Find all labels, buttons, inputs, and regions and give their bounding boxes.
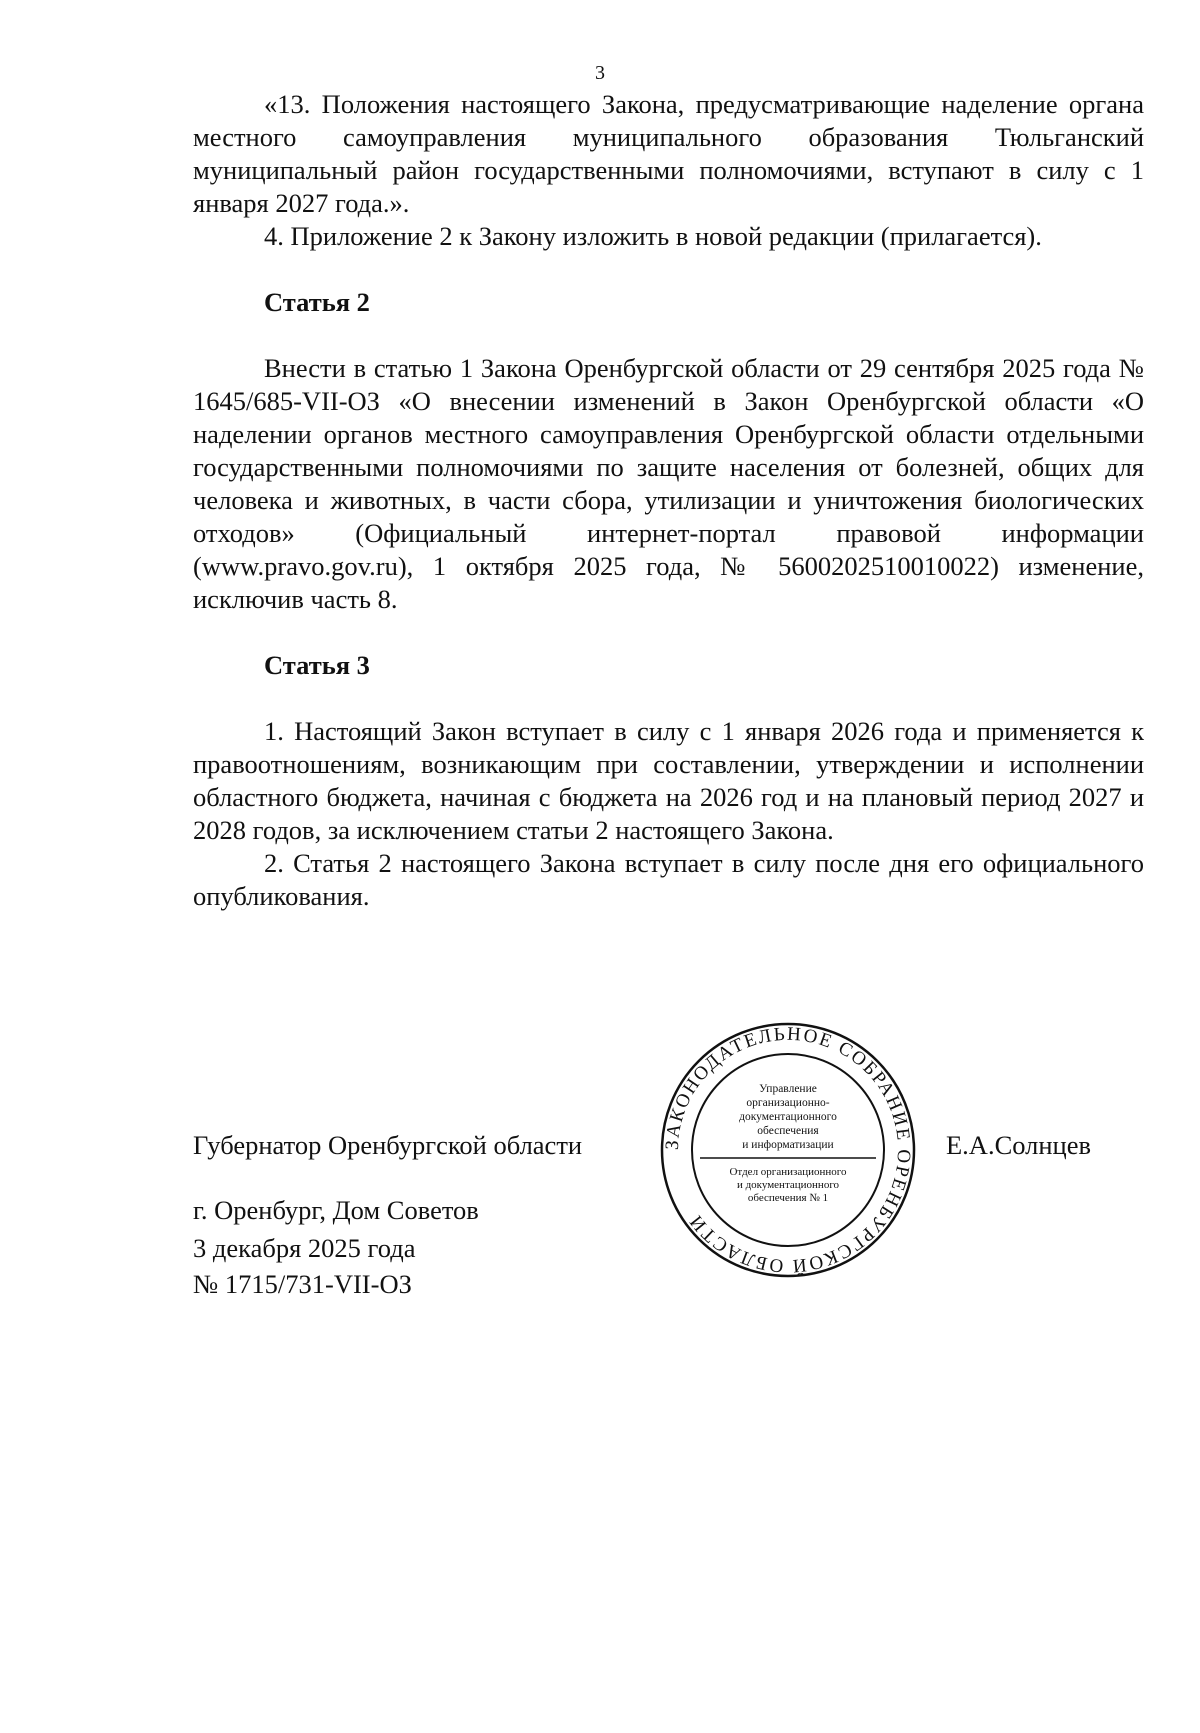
stamp-line: обеспечения (757, 1125, 819, 1137)
article-2-text: Внести в статью 1 Закона Оренбургской области от 29 сентября 2025 года № 1645/685-VII-ОЗ «О внесении изменений в Закон Оренбургской области «О наделении органов местного самоуправления Оренбургской области отдельными государственными полномочиями по защите населения от болезней, общих для человека и животных, в части сбора, утилизации и уничтожения биологических отходов» (Официальный интернет-портал правовой информации (www.pravo.gov.ru), 1 октября 2025 года, № 5600202510010022) изменение, исключив часть 8. (193, 353, 1144, 614)
paragraph-13: «13. Положения настоящего Закона, предусматривающие наделение органа местного самоуправления муниципального образования Тюльганский муниципальный район государственными полномочиями, вступают в силу с 1 января 2027 года.». (193, 89, 1144, 218)
article-3-paragraph-1: 1. Настоящий Закон вступает в силу с 1 января 2026 года и применяется к правоотношениям, возникающим при составлении, утверждении и исполнении областного бюджета, начиная с бюджета на 2026 год и на плановый период 2027 и 2028 годов, за исключением статьи 2 настоящего Закона. (193, 716, 1144, 845)
stamp-line: организационно- (746, 1097, 830, 1109)
stamp-line: и информатизации (742, 1139, 834, 1151)
signing-place: г. Оренбург, Дом Советов (193, 1195, 479, 1225)
document-body (193, 88, 1144, 913)
stamp-line: Отдел организационного (729, 1166, 847, 1178)
article-3-title: Статья 3 (264, 650, 370, 680)
page-number: 3 (595, 62, 605, 84)
signatory-position: Губернатор Оренбургской области (193, 1130, 583, 1160)
stamp-line: Управление (759, 1083, 817, 1095)
paragraph-4: 4. Приложение 2 к Закону изложить в новой редакции (прилагается). (264, 221, 1042, 251)
stamp-line: документационного (739, 1111, 837, 1123)
law-number: № 1715/731-VII-ОЗ (193, 1269, 412, 1299)
stamp-line: обеспечения № 1 (747, 1192, 829, 1204)
article-2-title: Статья 2 (264, 287, 370, 317)
stamp-outer-text: ЗАКОНОДАТЕЛЬНОЕ СОБРАНИЕ ОРЕНБУРГСКОЙ ОБЛАСТИ (661, 1023, 915, 1277)
article-3-paragraph-2: 2. Статья 2 настоящего Закона вступает в силу после дня его официального опубликования. (193, 848, 1144, 911)
signing-date: 3 декабря 2025 года (193, 1233, 416, 1263)
stamp-line: и документационного (736, 1179, 840, 1191)
official-stamp (658, 1020, 918, 1280)
signatory-name: Е.А.Солнцев (946, 1130, 1092, 1160)
